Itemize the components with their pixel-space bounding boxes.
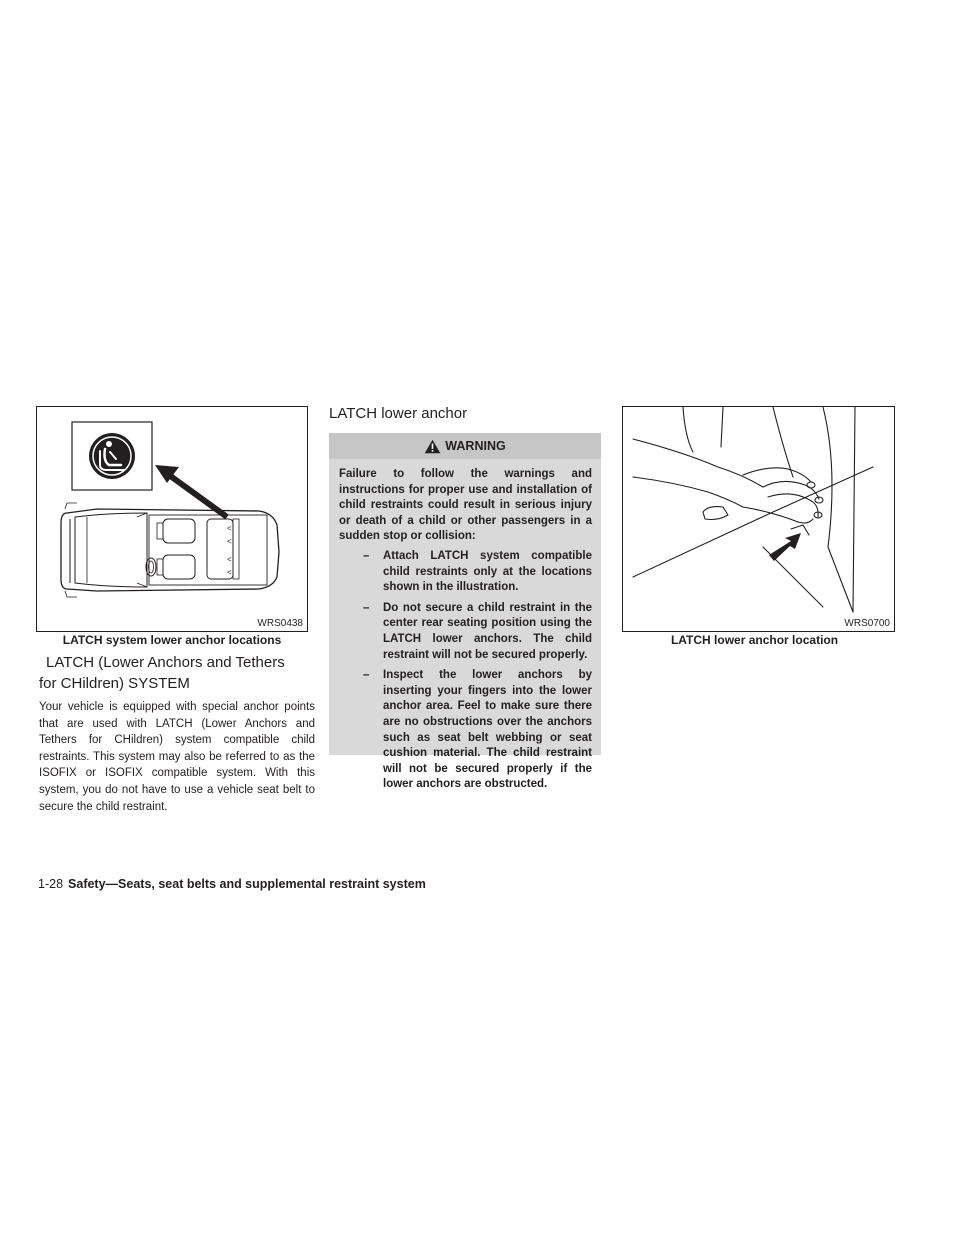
subsection-title: LATCH lower anchor bbox=[329, 405, 468, 422]
page-footer bbox=[38, 877, 426, 891]
warning-heading: WARNING bbox=[445, 439, 506, 453]
figure-code: WRS0438 bbox=[257, 618, 303, 629]
svg-text:<: < bbox=[227, 524, 232, 533]
figure-latch-anchor-location bbox=[622, 406, 895, 632]
figure-caption: LATCH lower anchor location bbox=[670, 633, 839, 647]
section-title-line2: for CHildren) SYSTEM bbox=[39, 675, 190, 692]
figure-caption: LATCH system lower anchor locations bbox=[62, 633, 282, 647]
vehicle-top-view-icon bbox=[37, 407, 307, 631]
svg-text:<: < bbox=[227, 555, 232, 564]
svg-text:<: < bbox=[227, 537, 232, 546]
warning-intro: Failure to follow the warnings and instructions for proper use and installation of child restraints could result in serious injury or death of a child or other passengers in a sudden stop or collision: bbox=[339, 468, 592, 543]
warning-body bbox=[329, 459, 601, 808]
page-number: 1-28 bbox=[38, 877, 64, 891]
section-title-line1: LATCH (Lower Anchors and Tethers bbox=[46, 654, 285, 671]
section-body: Your vehicle is equipped with special anchor points that are used with LATCH (Lower Anchors and Tethers for CHildren) system compatible child restraints. This system may also be referred to as the ISOFIX or ISOFIX compatible system. With this system, you do not have to use a vehicle seat belt to secure the child restraint. bbox=[39, 701, 315, 813]
warning-item: – Inspect the lower anchors by inserting your fingers into the lower anchor area. Feel to make sure there are no obstructions over the anchors such as seat belt webbing or seat cushion material. The child restraint will not be secured properly if the lower anchors are obstructed. bbox=[363, 669, 592, 791]
warning-item: – Attach LATCH system compatible child restraints only at the locations shown in the illustration. bbox=[363, 549, 592, 594]
warning-item: – Do not secure a child restraint in the center rear seating position using the LATCH lower anchors. The child restraint will not be secured properly. bbox=[363, 601, 592, 661]
figure-latch-locations bbox=[36, 406, 308, 632]
svg-text:<: < bbox=[227, 568, 232, 577]
section-title bbox=[39, 652, 314, 694]
figure-code: WRS0700 bbox=[844, 618, 890, 629]
arrow-icon bbox=[769, 533, 801, 561]
warning-box bbox=[329, 433, 601, 791]
chapter-title: Safety—Seats, seat belts and supplemental restraint system bbox=[68, 877, 426, 891]
warning-triangle-icon bbox=[424, 439, 441, 454]
warning-header bbox=[329, 433, 601, 459]
child-seat-icon bbox=[89, 433, 135, 479]
hand-icon bbox=[623, 407, 894, 631]
